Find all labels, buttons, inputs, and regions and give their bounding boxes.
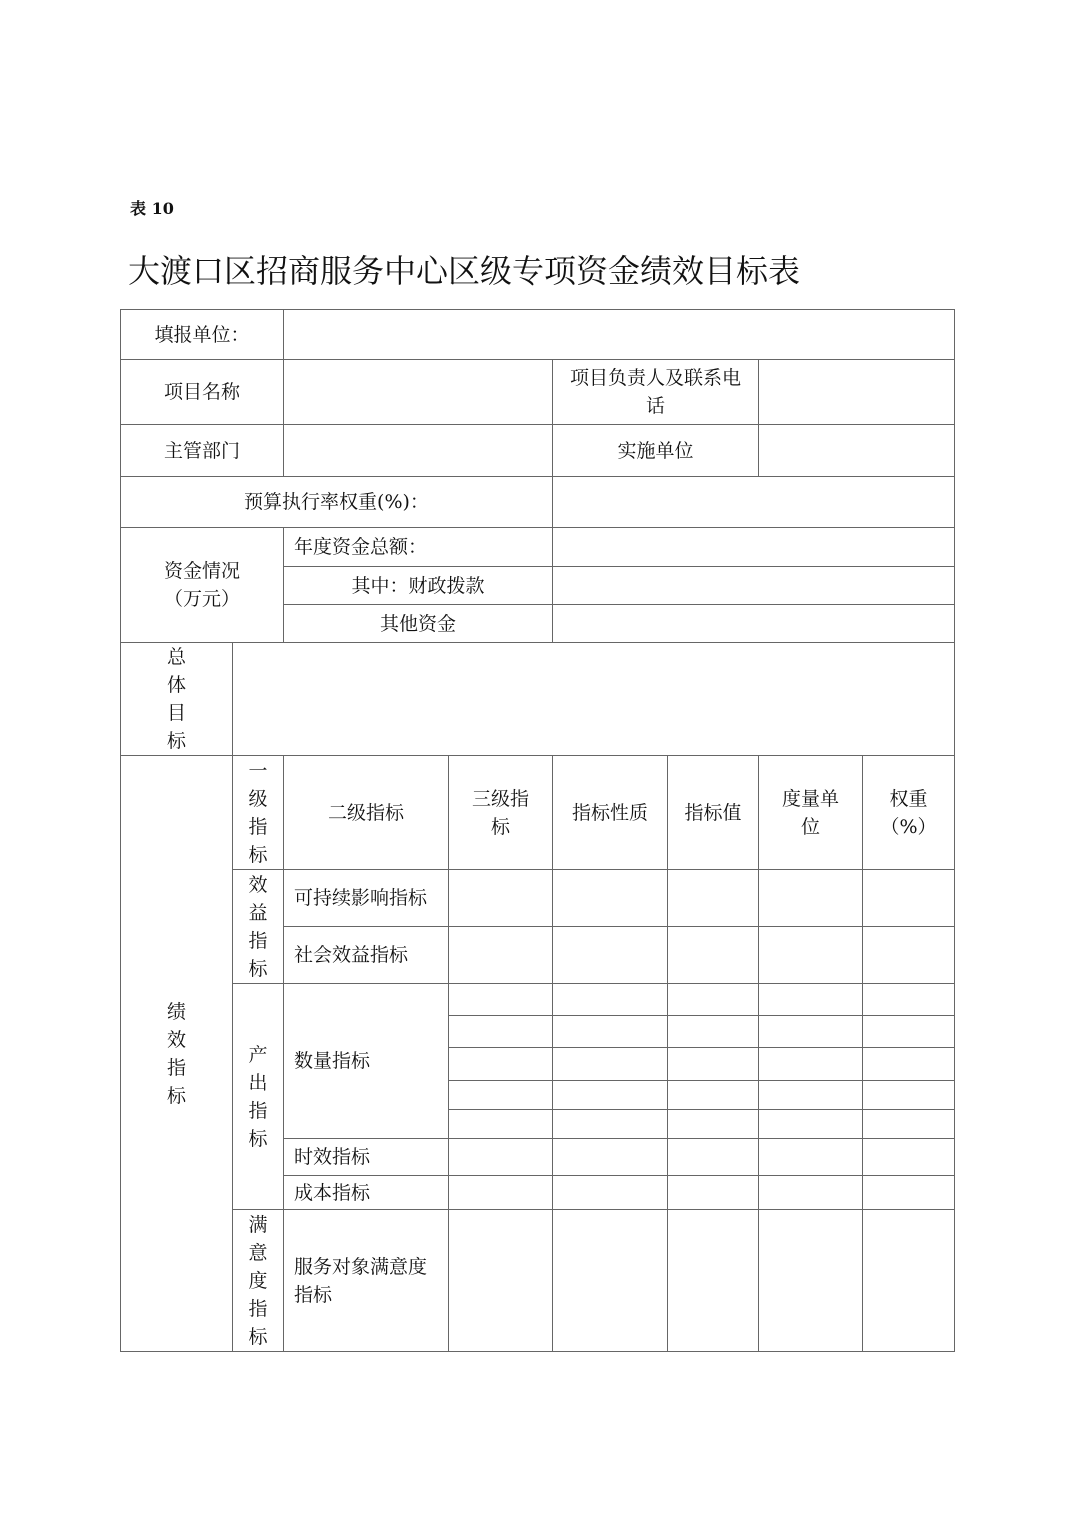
project-leader-label: 项目负责人及联系电话 <box>552 359 759 425</box>
input-cell[interactable] <box>667 1175 759 1210</box>
input-cell[interactable] <box>758 1047 863 1081</box>
input-cell[interactable] <box>667 1047 759 1081</box>
input-cell[interactable] <box>667 1080 759 1110</box>
input-cell[interactable] <box>758 1015 863 1048</box>
input-cell[interactable] <box>862 1047 955 1081</box>
fiscal-label: 其中：财政拨款 <box>283 566 553 605</box>
input-cell[interactable] <box>552 1138 668 1176</box>
input-cell[interactable] <box>758 424 955 477</box>
input-cell[interactable] <box>552 869 668 927</box>
input-cell[interactable] <box>758 1080 863 1110</box>
input-cell[interactable] <box>667 1015 759 1048</box>
output-label: 产出指标 <box>232 983 284 1210</box>
input-cell[interactable] <box>448 1175 553 1210</box>
input-cell[interactable] <box>552 604 955 643</box>
input-cell[interactable] <box>448 1047 553 1081</box>
input-cell[interactable] <box>448 926 553 984</box>
input-cell[interactable] <box>232 642 955 756</box>
overall-goal-label: 总体目标 <box>120 642 233 756</box>
input-cell[interactable] <box>283 424 553 477</box>
indicators-section-label: 绩效指标 <box>120 755 233 1352</box>
input-cell[interactable] <box>862 1015 955 1048</box>
input-cell[interactable] <box>862 1138 955 1176</box>
input-cell[interactable] <box>758 359 955 425</box>
header-value: 指标值 <box>667 755 759 870</box>
service-satisfaction-label: 服务对象满意度指标 <box>283 1209 449 1352</box>
input-cell[interactable] <box>758 926 863 984</box>
input-cell[interactable] <box>862 869 955 927</box>
input-cell[interactable] <box>667 1209 759 1352</box>
input-cell[interactable] <box>552 983 668 1016</box>
input-cell[interactable] <box>552 476 955 528</box>
input-cell[interactable] <box>758 1109 863 1139</box>
implementing-unit-label: 实施单位 <box>552 424 759 477</box>
other-funds-label: 其他资金 <box>283 604 553 643</box>
table-number: 表 10 <box>130 199 174 218</box>
input-cell[interactable] <box>667 983 759 1016</box>
input-cell[interactable] <box>448 1080 553 1110</box>
input-cell[interactable] <box>862 1109 955 1139</box>
sustainable-impact-label: 可持续影响指标 <box>283 869 449 927</box>
input-cell[interactable] <box>758 1175 863 1210</box>
header-level2: 二级指标 <box>283 755 449 870</box>
social-benefit-label: 社会效益指标 <box>283 926 449 984</box>
input-cell[interactable] <box>448 1209 553 1352</box>
annual-total-label: 年度资金总额： <box>283 527 553 567</box>
header-level3: 三级指标 <box>448 755 553 870</box>
input-cell[interactable] <box>862 983 955 1016</box>
input-cell[interactable] <box>448 1015 553 1048</box>
input-cell[interactable] <box>283 309 955 360</box>
header-unit: 度量单位 <box>758 755 863 870</box>
benefit-label: 效益指标 <box>232 869 284 984</box>
input-cell[interactable] <box>552 1109 668 1139</box>
department-label: 主管部门 <box>120 424 284 477</box>
input-cell[interactable] <box>667 926 759 984</box>
input-cell[interactable] <box>758 983 863 1016</box>
input-cell[interactable] <box>552 1080 668 1110</box>
input-cell[interactable] <box>552 527 955 567</box>
header-level1: 一级指标 <box>232 755 284 870</box>
input-cell[interactable] <box>667 1138 759 1176</box>
input-cell[interactable] <box>552 1175 668 1210</box>
input-cell[interactable] <box>862 1209 955 1352</box>
project-name-label: 项目名称 <box>120 359 284 425</box>
input-cell[interactable] <box>758 1138 863 1176</box>
funds-label: 资金情况（万元） <box>120 527 284 643</box>
satisfaction-label: 满意度指标 <box>232 1209 284 1352</box>
header-nature: 指标性质 <box>552 755 668 870</box>
input-cell[interactable] <box>667 1109 759 1139</box>
input-cell[interactable] <box>448 869 553 927</box>
input-cell[interactable] <box>283 359 553 425</box>
input-cell[interactable] <box>448 983 553 1016</box>
input-cell[interactable] <box>758 1209 863 1352</box>
input-cell[interactable] <box>448 1138 553 1176</box>
input-cell[interactable] <box>552 1047 668 1081</box>
input-cell[interactable] <box>862 1175 955 1210</box>
timeliness-label: 时效指标 <box>283 1138 449 1176</box>
input-cell[interactable] <box>862 1080 955 1110</box>
header-weight: 权重（%） <box>862 755 955 870</box>
input-cell[interactable] <box>862 926 955 984</box>
reporting-unit-label: 填报单位： <box>120 309 284 360</box>
input-cell[interactable] <box>667 869 759 927</box>
input-cell[interactable] <box>758 869 863 927</box>
input-cell[interactable] <box>448 1109 553 1139</box>
cost-label: 成本指标 <box>283 1175 449 1210</box>
page-title: 大渡口区招商服务中心区级专项资金绩效目标表 <box>128 252 801 290</box>
quantity-label: 数量指标 <box>283 983 449 1139</box>
input-cell[interactable] <box>552 566 955 605</box>
input-cell[interactable] <box>552 1015 668 1048</box>
input-cell[interactable] <box>552 926 668 984</box>
budget-weight-label: 预算执行率权重(%)： <box>120 476 553 528</box>
input-cell[interactable] <box>552 1209 668 1352</box>
